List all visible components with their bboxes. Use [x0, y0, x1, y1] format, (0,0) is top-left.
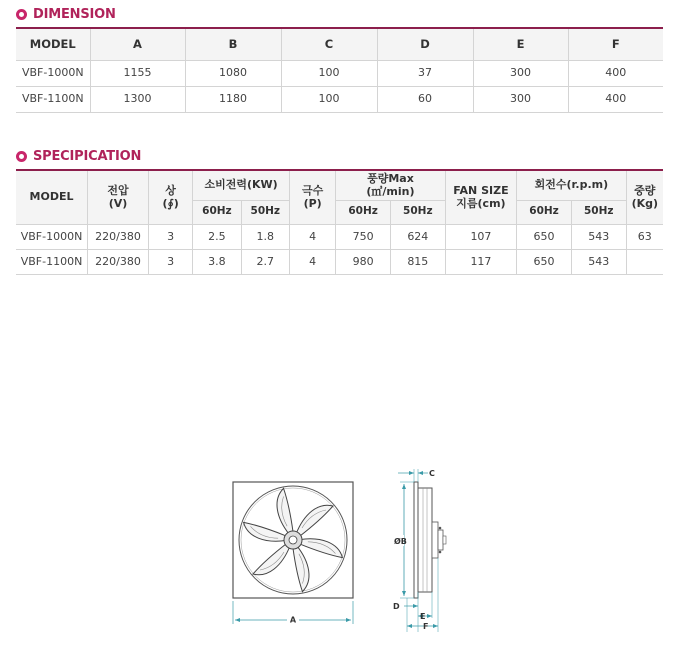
table-row — [16, 249, 663, 274]
table-cell: 750 — [336, 224, 391, 249]
specification-title-text: SPECIPICATION — [33, 148, 142, 164]
table-cell: 2.5 — [193, 224, 241, 249]
weight-unit: (Kg) — [631, 197, 659, 211]
spec-header-voltage — [88, 170, 149, 224]
dimension-table — [16, 27, 663, 113]
rpm-50hz-header: 50Hz — [571, 200, 626, 224]
specification-section-title — [16, 148, 141, 164]
table-cell: 650 — [517, 224, 572, 249]
table-cell: VBF-1000N — [16, 224, 88, 249]
dimension-a-label: A — [289, 615, 297, 625]
poles-unit: (P) — [303, 197, 322, 211]
table-cell: 100 — [281, 86, 377, 112]
specification-table — [16, 169, 663, 275]
table-cell: VBF-1000N — [16, 60, 90, 86]
dim-header-a: A — [90, 28, 185, 60]
dim-header-model: MODEL — [16, 28, 90, 60]
table-cell: 1155 — [90, 60, 185, 86]
spec-header-poles — [289, 170, 335, 224]
table-cell: 4 — [289, 224, 335, 249]
table-cell — [626, 249, 663, 274]
table-row — [16, 224, 663, 249]
rpm-60hz-header: 60Hz — [517, 200, 572, 224]
airflow-unit: (㎥/min) — [366, 185, 415, 199]
table-cell: 300 — [473, 86, 568, 112]
dim-header-d: D — [377, 28, 473, 60]
table-cell: 1180 — [185, 86, 281, 112]
table-cell: 2.7 — [241, 249, 289, 274]
voltage-unit: (V) — [108, 197, 128, 211]
table-cell: 300 — [473, 60, 568, 86]
voltage-label: 전압 — [107, 183, 129, 197]
fan-size-unit: 지름(cm) — [456, 197, 506, 211]
airflow-60hz-header: 60Hz — [336, 200, 391, 224]
table-cell: 100 — [281, 60, 377, 86]
dim-header-c: C — [281, 28, 377, 60]
table-cell: 400 — [568, 60, 663, 86]
section-bullet-icon — [16, 9, 27, 20]
dim-header-e: E — [473, 28, 568, 60]
power-50hz-header: 50Hz — [241, 200, 289, 224]
poles-label: 극수 — [301, 183, 324, 197]
airflow-50hz-header: 50Hz — [390, 200, 445, 224]
table-cell: VBF-1100N — [16, 86, 90, 112]
table-cell: 107 — [445, 224, 517, 249]
spec-header-weight — [626, 170, 663, 224]
table-cell: 3 — [149, 249, 193, 274]
spec-header-airflow — [336, 170, 445, 200]
fan-technical-drawing — [222, 462, 462, 632]
spec-header-model: MODEL — [16, 170, 88, 224]
dimension-title-text: DIMENSION — [33, 6, 116, 22]
dimension-b-label: ØB — [394, 537, 407, 546]
table-cell: 1.8 — [241, 224, 289, 249]
table-cell: 117 — [445, 249, 517, 274]
table-cell: 220/380 — [88, 224, 149, 249]
dimension-section-title — [16, 6, 116, 22]
fan-side-view — [391, 469, 446, 632]
fan-front-view — [233, 482, 353, 625]
spec-header-row — [16, 170, 663, 200]
dimension-c-label: C — [429, 469, 435, 478]
dimension-f-label: F — [423, 622, 429, 631]
table-cell: 37 — [377, 60, 473, 86]
airflow-label: 풍량Max — [367, 171, 414, 185]
dimension-d-label: D — [393, 602, 400, 611]
table-row — [16, 60, 663, 86]
table-cell: 650 — [517, 249, 572, 274]
phase-unit: (∮) — [162, 197, 179, 211]
table-cell: 4 — [289, 249, 335, 274]
table-cell: 63 — [626, 224, 663, 249]
table-cell: 400 — [568, 86, 663, 112]
table-cell: 543 — [571, 224, 626, 249]
fan-size-label: FAN SIZE — [453, 183, 509, 197]
table-cell: 220/380 — [88, 249, 149, 274]
dimension-e-label: E — [420, 612, 426, 621]
dim-header-f: F — [568, 28, 663, 60]
weight-label: 중량 — [634, 183, 656, 197]
table-cell: VBF-1100N — [16, 249, 88, 274]
dimension-header-row — [16, 28, 663, 60]
table-cell: 624 — [390, 224, 445, 249]
table-cell: 3.8 — [193, 249, 241, 274]
dim-header-b: B — [185, 28, 281, 60]
table-cell: 3 — [149, 224, 193, 249]
table-cell: 815 — [390, 249, 445, 274]
table-cell: 60 — [377, 86, 473, 112]
table-cell: 543 — [571, 249, 626, 274]
table-cell: 980 — [336, 249, 391, 274]
table-cell: 1080 — [185, 60, 281, 86]
section-bullet-icon — [16, 151, 27, 162]
table-row — [16, 86, 663, 112]
phase-label: 상 — [165, 183, 176, 197]
spec-header-phase — [149, 170, 193, 224]
power-60hz-header: 60Hz — [193, 200, 241, 224]
spec-header-rpm: 회전수(r.p.m) — [517, 170, 626, 200]
table-cell: 1300 — [90, 86, 185, 112]
spec-header-power: 소비전력(KW) — [193, 170, 290, 200]
spec-header-fan-size — [445, 170, 517, 224]
